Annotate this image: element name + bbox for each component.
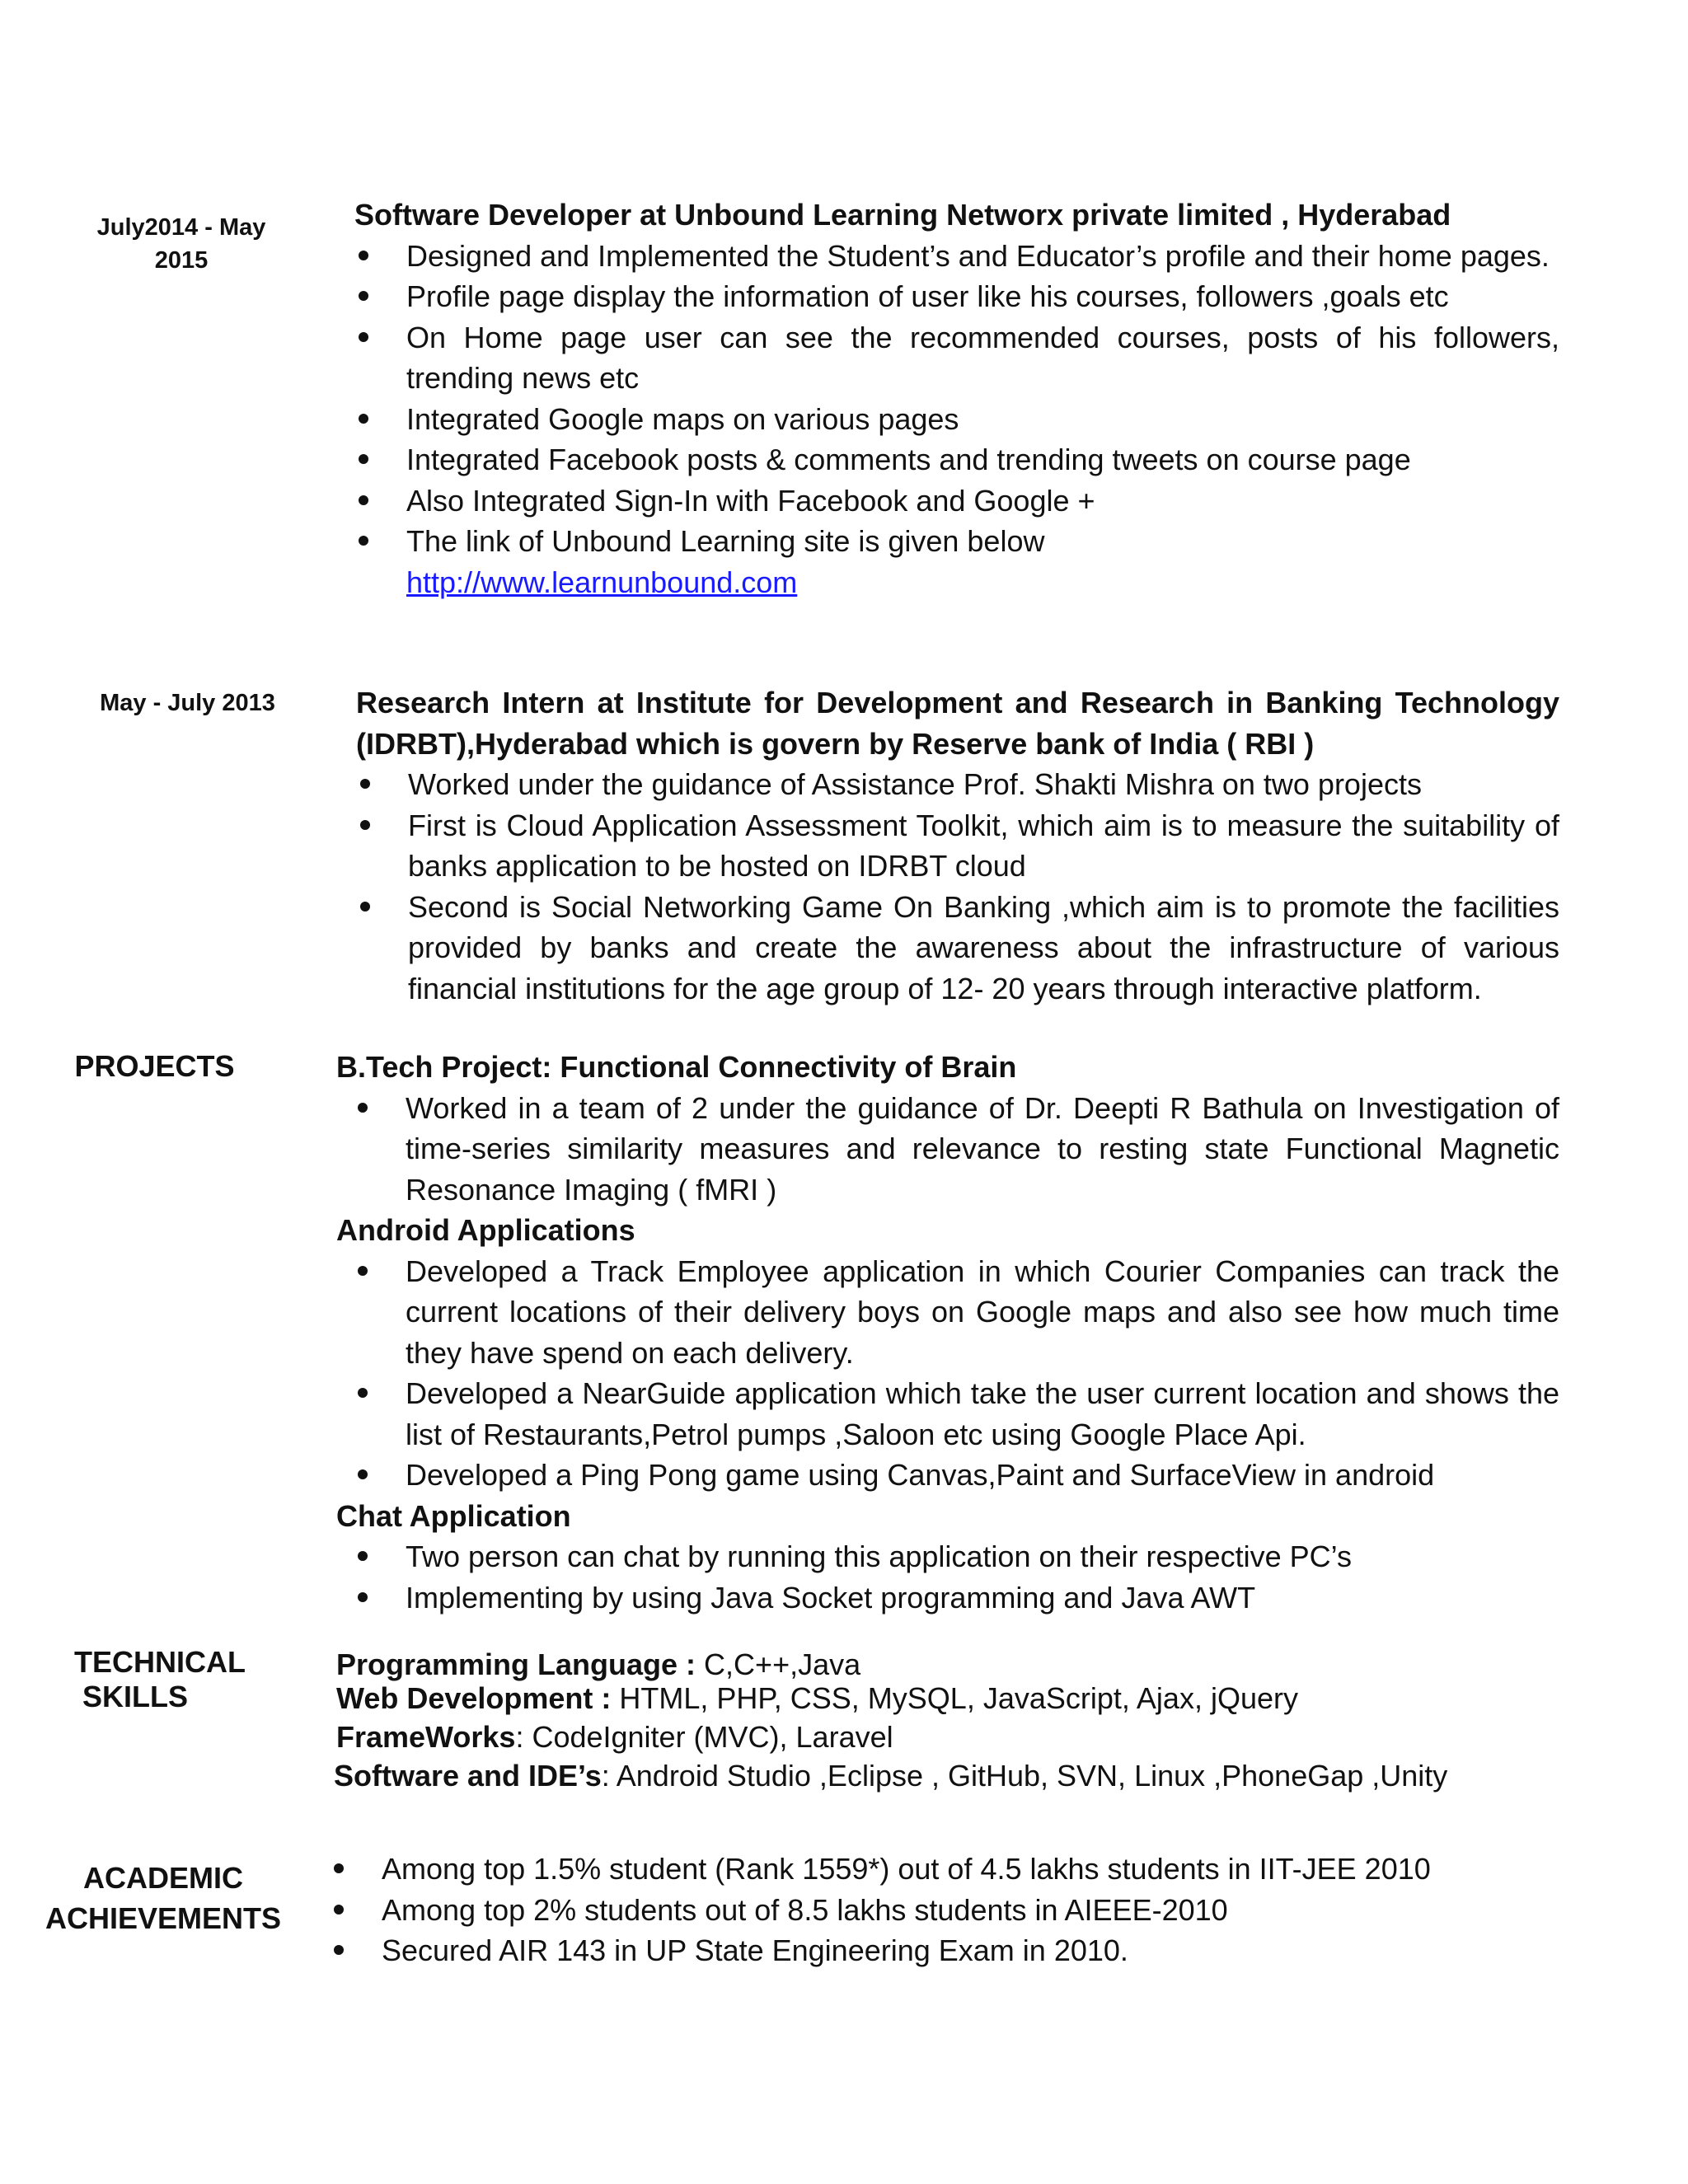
bullet-icon xyxy=(359,291,368,301)
bullet-icon xyxy=(359,454,368,464)
list-item: First is Cloud Application Assessment Toolkit, which aim is to measure the suitability of banks application to be hosted on IDRBT cloud xyxy=(356,805,1559,887)
bullet-icon xyxy=(358,1469,368,1479)
experience-2-title: Research Intern at Institute for Development and Research in Banking Technology (IDRBT),Hyderabad which is govern by Reserve bank of India ( RBI ) xyxy=(356,686,1559,761)
skills-label-line-2: SKILLS xyxy=(82,1680,189,1713)
bullet-icon xyxy=(360,820,370,830)
project-chat-bullets xyxy=(354,1536,1559,1618)
list-item: Integrated Google maps on various pages xyxy=(354,399,1559,440)
list-item: Profile page display the information of user like his courses, followers ,goals etc xyxy=(354,276,1559,317)
list-item: Integrated Facebook posts & comments and trending tweets on course page xyxy=(354,439,1559,480)
project-btech-bullets xyxy=(354,1088,1559,1211)
bullet-icon xyxy=(360,779,370,789)
list-item: Among top 2% students out of 8.5 lakhs students in AIEEE-2010 xyxy=(330,1890,1559,1931)
skill-web-development: Web Development : HTML, PHP, CSS, MySQL, JavaScript, Ajax, jQuery xyxy=(336,1681,1298,1715)
bullet-icon xyxy=(358,1592,368,1602)
skills-label-line-1: TECHNICAL xyxy=(74,1645,246,1679)
list-item: Developed a Track Employee application in which Courier Companies can track the current locations of their delivery boys on Google maps and also see how much time they have spend on each delivery. xyxy=(354,1251,1559,1374)
list-item: Developed a Ping Pong game using Canvas,Paint and SurfaceView in android xyxy=(354,1455,1559,1496)
learnunbound-link[interactable]: http://www.learnunbound.com xyxy=(406,565,798,599)
technical-skills xyxy=(336,1645,1559,1795)
skills-section-label xyxy=(49,1645,272,1714)
experience-2-date: May - July 2013 xyxy=(100,690,275,716)
list-item: The link of Unbound Learning site is given below http://www.learnunbound.com xyxy=(354,521,1559,602)
experience-1-date: July2014 - May 2015 xyxy=(96,214,266,274)
academic-bullets xyxy=(330,1849,1559,1971)
list-item: Implementing by using Java Socket programming and Java AWT xyxy=(354,1577,1559,1619)
bullet-icon xyxy=(359,495,368,505)
bullet-icon xyxy=(334,1863,344,1873)
project-chat-title: Chat Application xyxy=(336,1498,571,1533)
academic-label-line-1: ACADEMIC xyxy=(83,1861,243,1895)
skill-software-ide: Software and IDE’s: Android Studio ,Eclipse , GitHub, SVN, Linux ,PhoneGap ,Unity xyxy=(334,1759,1448,1793)
bullet-icon xyxy=(358,1551,368,1561)
bullet-icon xyxy=(359,414,368,424)
project-android-bullets xyxy=(354,1251,1559,1496)
bullet-icon xyxy=(334,1905,344,1915)
bullet-icon xyxy=(358,1103,368,1113)
academic-achievements xyxy=(330,1849,1559,1971)
bullet-icon xyxy=(334,1945,344,1955)
experience-2 xyxy=(356,682,1559,1009)
experience-1-title: Software Developer at Unbound Learning Networx private limited , Hyderabad xyxy=(354,198,1451,232)
experience-1 xyxy=(354,194,1559,602)
list-item: Worked under the guidance of Assistance Prof. Shakti Mishra on two projects xyxy=(356,764,1559,805)
list-item: Second is Social Networking Game On Banking ,which aim is to promote the facilities provided by banks and create the awareness about the infrastructure of various financial institutions for the age group of 12- 20 years through interactive platform. xyxy=(356,887,1559,1010)
projects xyxy=(336,1047,1559,1618)
project-android-title: Android Applications xyxy=(336,1213,635,1247)
skill-programming: Programming Language : C,C++,Java xyxy=(336,1647,861,1681)
list-item: Developed a NearGuide application which take the user current location and shows the list of Restaurants,Petrol pumps ,Saloon etc using Google Place Api. xyxy=(354,1373,1559,1455)
projects-section-label: PROJECTS xyxy=(74,1049,235,1083)
academic-label-line-2: ACHIEVEMENTS xyxy=(45,1901,282,1935)
academic-section-label xyxy=(41,1858,288,1938)
list-item: On Home page user can see the recommended courses, posts of his followers, trending news etc xyxy=(354,317,1559,399)
bullet-icon xyxy=(358,1266,368,1276)
list-item: Two person can chat by running this application on their respective PC’s xyxy=(354,1536,1559,1577)
project-btech-title: B.Tech Project: Functional Connectivity of Brain xyxy=(336,1050,1017,1084)
list-item: Secured AIR 143 in UP State Engineering Exam in 2010. xyxy=(330,1930,1559,1971)
bullet-icon xyxy=(359,536,368,546)
list-item: Among top 1.5% student (Rank 1559*) out of 4.5 lakhs students in IIT-JEE 2010 xyxy=(330,1849,1559,1890)
bullet-icon xyxy=(359,332,368,342)
skill-frameworks: FrameWorks: CodeIgniter (MVC), Laravel xyxy=(336,1720,893,1754)
bullet-icon xyxy=(359,251,368,260)
experience-2-bullets xyxy=(356,764,1559,1009)
bullet-icon xyxy=(358,1388,368,1398)
list-item: Also Integrated Sign-In with Facebook and Google + xyxy=(354,480,1559,522)
bullet-icon xyxy=(360,902,370,912)
list-item: Designed and Implemented the Student’s and Educator’s profile and their home pages. xyxy=(354,236,1559,277)
list-item: Worked in a team of 2 under the guidance of Dr. Deepti R Bathula on Investigation of time-series similarity measures and relevance to resting state Functional Magnetic Resonance Imaging ( fMRI ) xyxy=(354,1088,1559,1211)
experience-1-bullets xyxy=(354,236,1559,603)
